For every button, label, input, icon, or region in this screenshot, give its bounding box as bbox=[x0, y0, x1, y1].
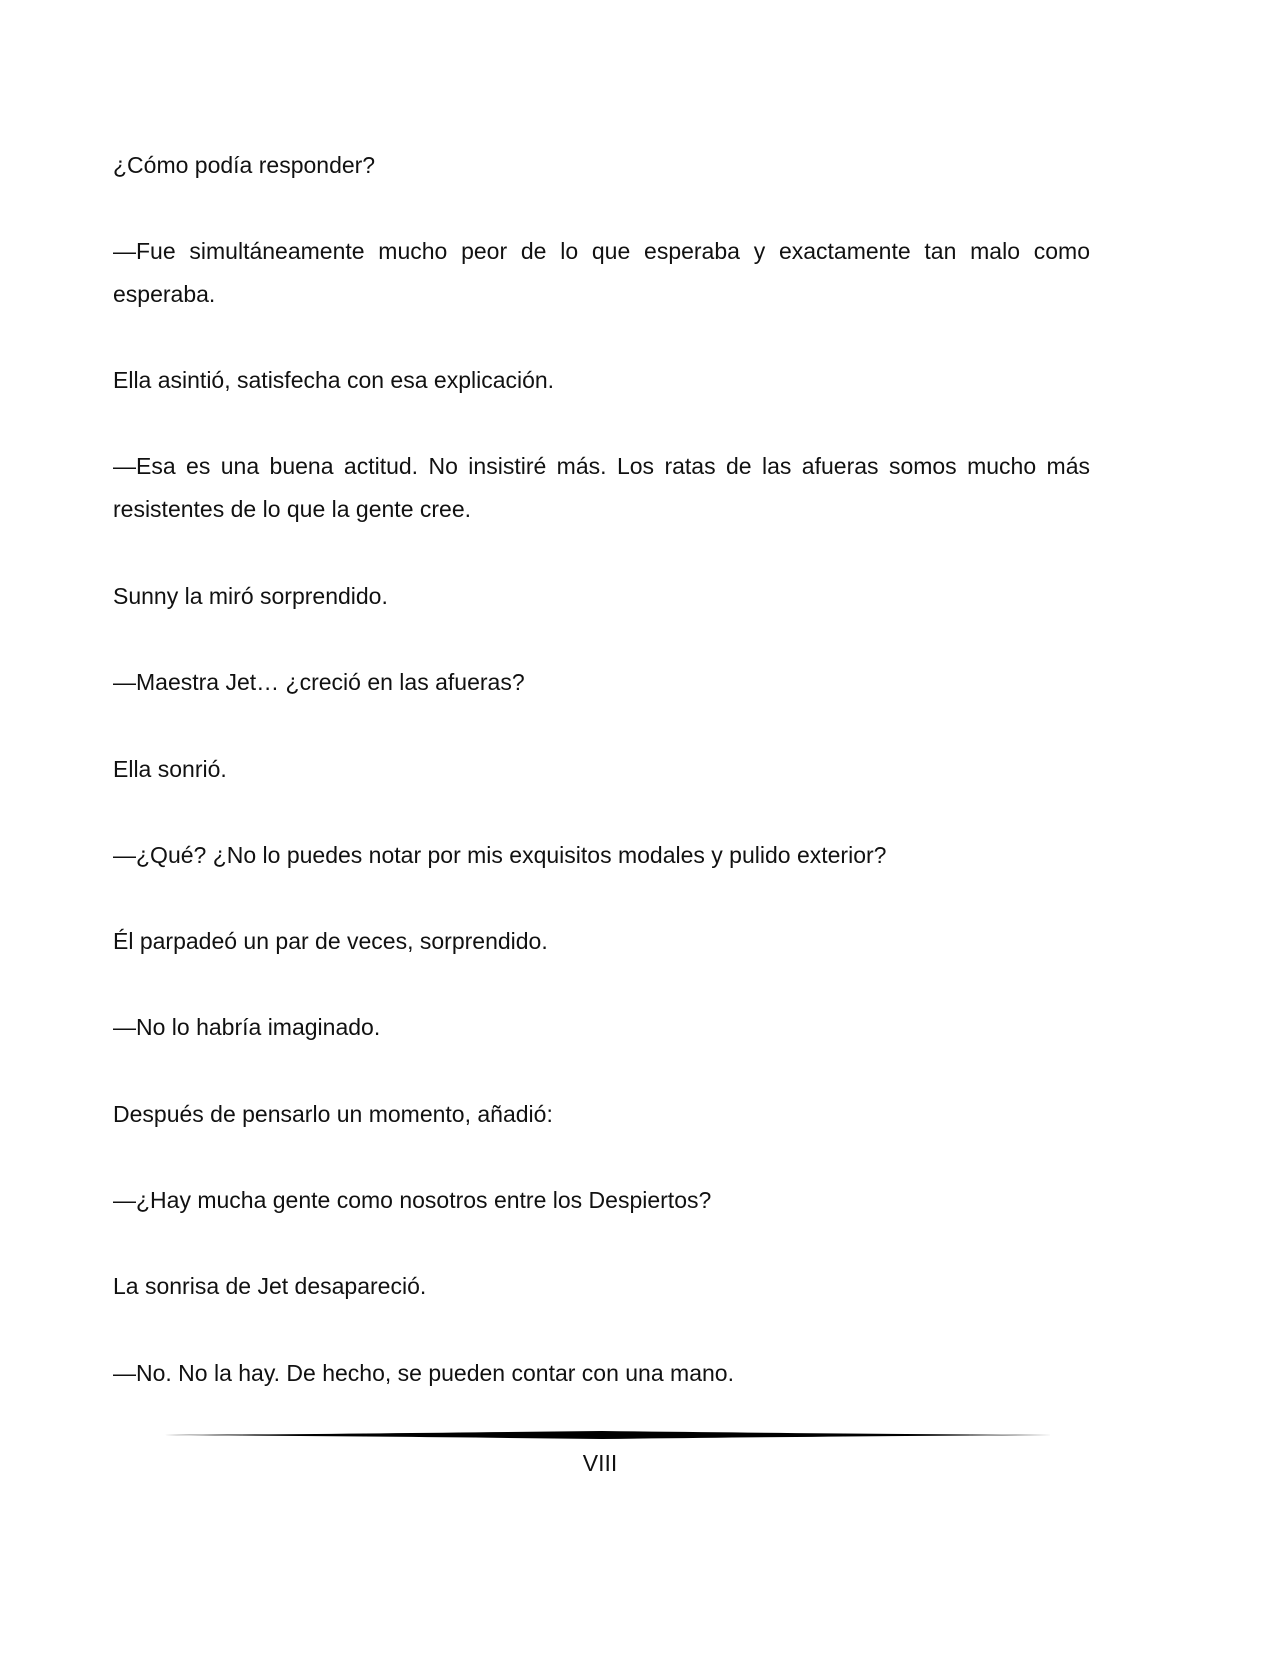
paragraph: Ella sonrió. bbox=[113, 756, 227, 782]
paragraph: Sunny la miró sorprendido. bbox=[113, 583, 388, 609]
paragraph: La sonrisa de Jet desapareció. bbox=[113, 1273, 427, 1299]
paragraph: —No. No la hay. De hecho, se pueden contar con una mano. bbox=[113, 1360, 734, 1386]
paragraph: Ella asintió, satisfecha con esa explicación. bbox=[113, 367, 555, 393]
paragraph: —Maestra Jet… ¿creció en las afueras? bbox=[113, 669, 525, 695]
paragraph: —No lo habría imaginado. bbox=[113, 1014, 381, 1040]
paragraph: —¿Hay mucha gente como nosotros entre los Despiertos? bbox=[113, 1187, 712, 1213]
paragraph: —¿Qué? ¿No lo puedes notar por mis exquisitos modales y pulido exterior? bbox=[113, 842, 887, 868]
tapered-line-ornament-icon bbox=[152, 1427, 1052, 1443]
paragraph: —Fue simultáneamente mucho peor de lo que esperaba y exactamente tan malo como esperaba. bbox=[113, 238, 1090, 307]
paragraph: Después de pensarlo un momento, añadió: bbox=[113, 1101, 553, 1127]
paragraph: ¿Cómo podía responder? bbox=[113, 152, 376, 178]
page-number: VIII bbox=[582, 1450, 618, 1476]
paragraph: —Esa es una buena actitud. No insistiré más. Los ratas de las afueras somos mucho más resistentes de lo que la gente cree. bbox=[113, 453, 1090, 522]
paragraph: Él parpadeó un par de veces, sorprendido. bbox=[113, 928, 548, 954]
